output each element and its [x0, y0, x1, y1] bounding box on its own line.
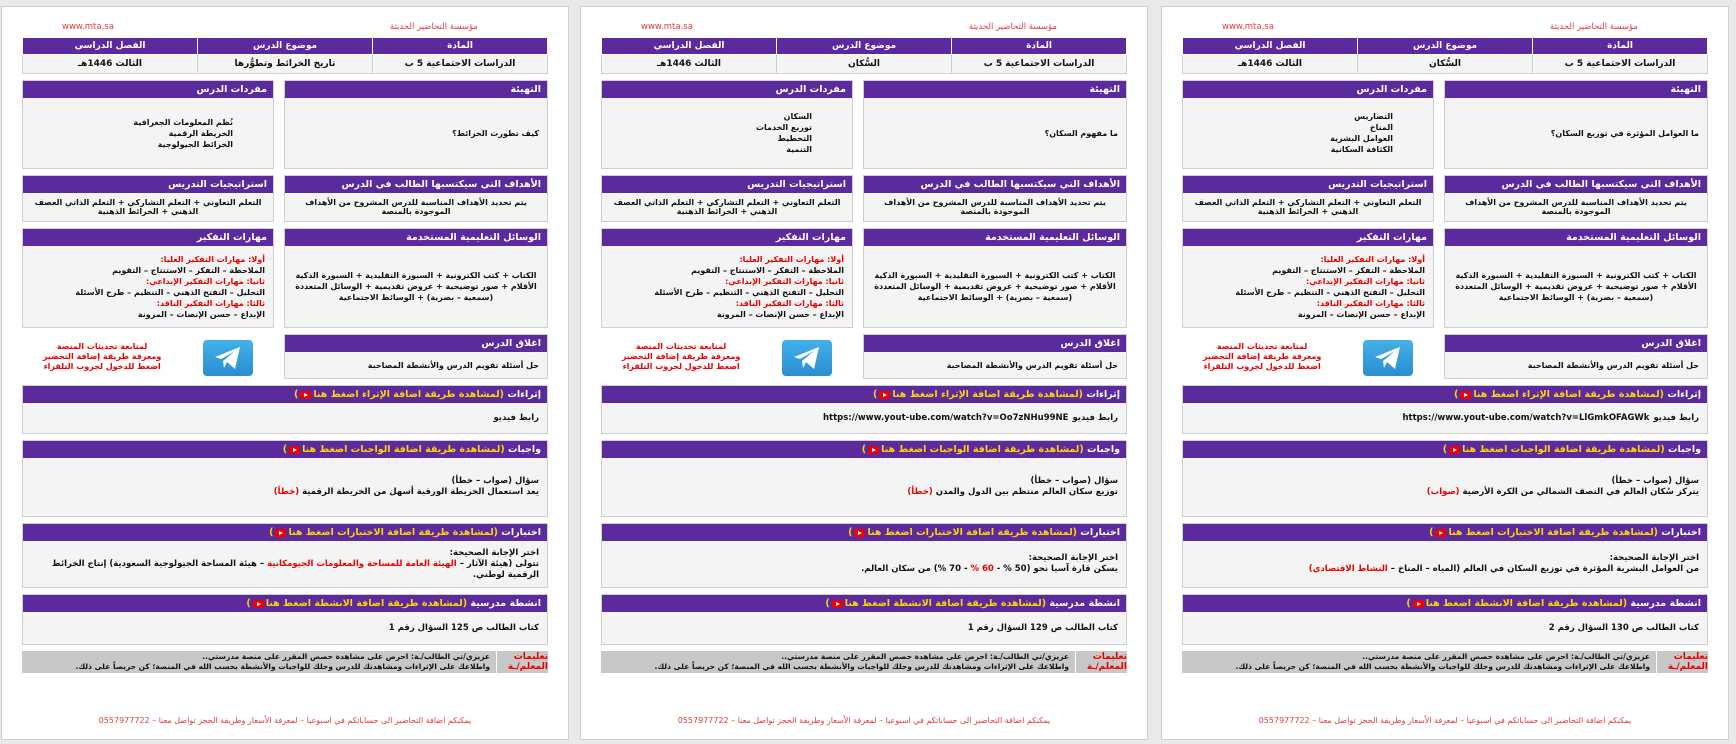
telegram-promo-text[interactable]: لمتابعة تحديثات المنصة ومعرفة طريقة إضافة التحضير اضغط للدخول لجروب التلقراء — [1202, 341, 1322, 371]
aids-title: الوسائل التعليمية المستخدمة — [1445, 229, 1707, 246]
thinking-items-1: الملاحظة – التفكر – الاستنتاج – التقويم — [1272, 265, 1425, 275]
homework-title: واجبات — [1087, 444, 1120, 455]
test-question: تتولى (هيئة الآثار – الهيئة العامة للمساحة والمعلومات الجيومكانية – هيئة المساحة الجيولوجية السعودية) إنتاج الخرائط الرقمية لوطني. — [51, 558, 539, 580]
enrich-title: إثراءات — [1667, 389, 1701, 400]
homework-section: واجبات (لمشاهدة طريقة اضافة الواجبات اضغط هنا) سؤال (صواب – خطأ) يتركز سُكان العالم في النصف الشمالي من الكرة الأرضية (صواب) — [1182, 440, 1708, 517]
topic-header: موضوع الدرس — [1358, 38, 1533, 55]
youtube-icon[interactable] — [300, 391, 311, 399]
thinking-items-3: الإبداع – حسن الإنصات – المرونة — [1297, 309, 1425, 319]
vocab-item: الكثافة السكانية — [1330, 145, 1393, 154]
teacher-notes-text: عزيزي/تي الطالب/ـة: احرص على مشاهدة حصص المقرر على منصة مدرستي.. واطلاعك على الإثراءات ومشاهدتك للدرس وحلك للواجبات والأنشطة بحسب الله في المنصة؛ كن حريصاً على ذلك. — [1235, 652, 1650, 671]
topic-value: تاريخ الخرائط وتطوُّرها — [198, 55, 373, 74]
test-answer: 60 % — [970, 564, 994, 574]
thinking-heading-2: ثانيا: مهارات التفكير الإبداعي: — [146, 276, 265, 286]
telegram-icon[interactable] — [782, 340, 832, 376]
homework-how-link[interactable]: (لمشاهدة طريقة اضافة الواجبات اضغط هنا — [302, 444, 505, 455]
tests-title: اختبارات — [1080, 527, 1120, 538]
youtube-icon[interactable] — [832, 600, 843, 608]
youtube-icon[interactable] — [1449, 446, 1460, 454]
youtube-icon[interactable] — [1413, 600, 1424, 608]
tests-section: اختبارات (لمشاهدة طريقة اضافة الاختبارات اضغط هنا) اختر الإجابة الصحيحة: تتولى (هيئة الآثار – الهيئة العامة للمساحة والمعلومات الجيومكانية – هيئة المساحة الجيولوجية السعودية) إنتاج الخرائط الرقمية لوطني. — [22, 523, 548, 588]
footer-contact[interactable]: يمكنكم اضافة التحاضير الى حساباتكم في اسبوعيا – لمعرفة الأسعار وطريقة الحجز تواصل معنا – 0557977722 — [677, 716, 1051, 725]
objectives-text: يتم تحديد الأهداف المناسبة للدرس المشروح من الأهداف الموجودة بالمنصة — [1445, 193, 1707, 221]
strategies-title: استراتيجيات التدريس — [23, 176, 273, 193]
closing-box — [284, 334, 548, 379]
thinking-heading-3: ثالثا: مهارات التفكير الناقد: — [156, 298, 265, 308]
aids-box — [284, 228, 548, 328]
vocab-item: السكان — [783, 112, 812, 121]
site-link[interactable]: www.mta.sa — [641, 22, 693, 32]
closing-title: اغلاق الدرس — [864, 335, 1126, 352]
subject-header: المادة — [952, 38, 1127, 55]
vocab-item: التضاريس — [1354, 112, 1393, 121]
vocab-list — [602, 98, 852, 168]
warmup-text: ما مفهوم السكان؟ — [864, 98, 1126, 168]
topic-header: موضوع الدرس — [777, 38, 952, 55]
lesson-page — [1161, 6, 1729, 740]
closing-box — [1444, 334, 1708, 379]
vocab-list — [1183, 98, 1433, 168]
subject-value: الدراسات الاجتماعية 5 ب — [1533, 55, 1708, 74]
activities-title: انشطة مدرسية — [1049, 598, 1120, 609]
vocab-item: الخريطة الرقمية — [168, 128, 233, 138]
tests-how-link[interactable]: (لمشاهدة طريقة اضافة الاختبارات اضغط هنا — [867, 527, 1077, 538]
vocab-title: مفردات الدرس — [602, 81, 852, 98]
aids-text: الكتاب + كتب الكترونية + السبورة التقليدية + السبورة الذكية الأقلام + صور توضيحية + عروض تقديمية + الوسائل المتعددة (سمعية – بصرية) + الوسائط الاجتماعية — [1445, 246, 1707, 327]
enrich-how-link[interactable]: (لمشاهدة طريقة اضافة الإثراء اضغط هنا — [1473, 389, 1665, 400]
aids-title: الوسائل التعليمية المستخدمة — [285, 229, 547, 246]
warmup-title: التهيئة — [864, 81, 1126, 98]
homework-question: يعد استعمال الخريطة الورقية أسهل من الخريطة الرقمية (خطأ) — [273, 487, 539, 497]
thinking-heading-1: أولا: مهارات التفكير العليا: — [739, 254, 844, 264]
enrich-section: إثراءات (لمشاهدة طريقة اضافة الإثراء اضغط هنا) رابط فيديو https://www.yout-ube.com/watch?v=LlGmkOFAGWk — [1182, 385, 1708, 434]
objectives-box — [1444, 175, 1708, 222]
closing-title: اغلاق الدرس — [1445, 335, 1707, 352]
homework-answer: (خطأ) — [273, 487, 300, 497]
activity-text: كتاب الطالب ص 125 السؤال رقم 1 — [23, 612, 547, 644]
thinking-heading-3: ثالثا: مهارات التفكير الناقد: — [735, 298, 844, 308]
thinking-heading-2: ثانيا: مهارات التفكير الإبداعي: — [1306, 276, 1425, 286]
strategies-title: استراتيجيات التدريس — [602, 176, 852, 193]
objectives-title: الأهداف التي سيكتسبها الطالب في الدرس — [864, 176, 1126, 193]
objectives-text: يتم تحديد الأهداف المناسبة للدرس المشروح من الأهداف الموجودة بالمنصة — [285, 193, 547, 221]
video-label: رابط فيديو — [493, 413, 539, 423]
youtube-icon[interactable] — [868, 446, 879, 454]
homework-question-type: سؤال (صواب – خطأ) — [451, 476, 539, 486]
teacher-notes-text: عزيزي/تي الطالب/ـة: احرص على مشاهدة حصص المقرر على منصة مدرستي.. واطلاعك على الإثراءات ومشاهدتك للدرس وحلك للواجبات والأنشطة بحسب الله في المنصة؛ كن حريصاً على ذلك. — [75, 652, 490, 671]
vocab-title: مفردات الدرس — [1183, 81, 1433, 98]
test-answer: الهيئة العامة للمساحة والمعلومات الجيومكانية — [267, 558, 457, 569]
telegram-icon[interactable] — [203, 340, 253, 376]
activity-text: كتاب الطالب ص 130 السؤال رقم 2 — [1183, 612, 1707, 644]
tests-section: اختبارات (لمشاهدة طريقة اضافة الاختبارات اضغط هنا) اختر الإجابة الصحيحة: يسكن قارة آسيا نحو (50 % - 60 % - 70 %) من سكان العالم. — [601, 523, 1127, 588]
lesson-page — [580, 6, 1148, 740]
warmup-title: التهيئة — [1445, 81, 1707, 98]
footer-contact[interactable]: يمكنكم اضافة التحاضير الى حساباتكم في اسبوعيا – لمعرفة الأسعار وطريقة الحجز تواصل معنا – 0557977722 — [98, 716, 472, 725]
site-link[interactable]: www.mta.sa — [62, 22, 114, 32]
activity-text: كتاب الطالب ص 129 السؤال رقم 1 — [602, 612, 1126, 644]
semester-header: الفصل الدراسي — [602, 38, 777, 55]
objectives-title: الأهداف التي سيكتسبها الطالب في الدرس — [285, 176, 547, 193]
telegram-promo-text[interactable]: لمتابعة تحديثات المنصة ومعرفة طريقة إضافة التحضير اضغط للدخول لجروب التلقراء — [42, 341, 162, 371]
topic-header: موضوع الدرس — [198, 38, 373, 55]
strategies-box — [1182, 175, 1434, 222]
org-name: مؤسسة التحاضير الحديثة — [968, 22, 1057, 32]
strategies-text: التعلم التعاوني + التعلم التشاركي + التعلم الذاتي العصف الذهني + الخرائط الذهنية — [1183, 193, 1433, 221]
aids-box — [863, 228, 1127, 328]
site-link[interactable]: www.mta.sa — [1222, 22, 1274, 32]
thinking-heading-3: ثالثا: مهارات التفكير الناقد: — [1316, 298, 1425, 308]
warmup-box — [284, 80, 548, 169]
telegram-promo[interactable] — [601, 334, 853, 379]
tests-how-link[interactable]: (لمشاهدة طريقة اضافة الاختبارات اضغط هنا — [288, 527, 498, 538]
strategies-title: استراتيجيات التدريس — [1183, 176, 1433, 193]
youtube-icon[interactable] — [275, 529, 286, 537]
youtube-icon[interactable] — [1460, 391, 1471, 399]
closing-text: حل أسئلة تقويم الدرس والأنشطة المصاحبة — [285, 352, 547, 378]
warmup-text: ما العوامل المؤثرة في توزيع السكان؟ — [1445, 98, 1707, 168]
video-label: رابط فيديو — [1653, 413, 1699, 423]
youtube-icon[interactable] — [253, 600, 264, 608]
closing-text: حل أسئلة تقويم الدرس والأنشطة المصاحبة — [864, 352, 1126, 378]
footer-contact[interactable]: يمكنكم اضافة التحاضير الى حساباتكم في اسبوعيا – لمعرفة الأسعار وطريقة الحجز تواصل معنا – 0557977722 — [1258, 716, 1632, 725]
homework-title: واجبات — [1668, 444, 1701, 455]
vocab-item: توزيع الخدمات — [755, 123, 812, 132]
homework-how-link[interactable]: (لمشاهدة طريقة اضافة الواجبات اضغط هنا — [881, 444, 1084, 455]
activities-title: انشطة مدرسية — [1630, 598, 1701, 609]
teacher-notes — [601, 651, 1127, 673]
thinking-list — [602, 246, 852, 327]
lesson-info-table — [22, 37, 548, 74]
enrich-section: إثراءات (لمشاهدة طريقة اضافة الإثراء اضغط هنا) رابط فيديو https://www.yout-ube.com/watch?v=Oo7zNHu99NE — [601, 385, 1127, 434]
teacher-notes — [1182, 651, 1708, 673]
lesson-page — [1, 6, 569, 740]
test-question: من العوامل البشرية المؤثرة في توزيع السكان في العالم (المياه – المناخ – النشاط الاقتصادي) — [1308, 564, 1699, 574]
aids-text: الكتاب + كتب الكترونية + السبورة التقليدية + السبورة الذكية الأقلام + صور توضيحية + عروض تقديمية + الوسائل المتعددة (سمعية – بصرية) + الوسائط الاجتماعية — [285, 246, 547, 327]
semester-header: الفصل الدراسي — [23, 38, 198, 55]
homework-section: واجبات (لمشاهدة طريقة اضافة الواجبات اضغط هنا) سؤال (صواب – خطأ) توزيع سكان العالم منتظم بين الدول والمدن (خطأ) — [601, 440, 1127, 517]
thinking-box — [601, 228, 853, 328]
subject-value: الدراسات الاجتماعية 5 ب — [373, 55, 548, 74]
homework-how-link[interactable]: (لمشاهدة طريقة اضافة الواجبات اضغط هنا — [1462, 444, 1665, 455]
youtube-icon[interactable] — [289, 446, 300, 454]
thinking-heading-1: أولا: مهارات التفكير العليا: — [160, 254, 265, 264]
test-answer: النشاط الاقتصادي) — [1308, 564, 1388, 574]
thinking-box — [1182, 228, 1434, 328]
youtube-icon[interactable] — [854, 529, 865, 537]
telegram-promo[interactable] — [1182, 334, 1434, 379]
lesson-info-table — [1182, 37, 1708, 74]
enrich-title: إثراءات — [1086, 389, 1120, 400]
vocab-title: مفردات الدرس — [23, 81, 273, 98]
activities-section: انشطة مدرسية (لمشاهدة طريقة اضافة الانشطة اضغط هنا) كتاب الطالب ص 125 السؤال رقم 1 — [22, 594, 548, 645]
homework-section: واجبات (لمشاهدة طريقة اضافة الواجبات اضغط هنا) سؤال (صواب – خطأ) يعد استعمال الخريطة الورقية أسهل من الخريطة الرقمية (خطأ) — [22, 440, 548, 517]
vocab-item: الخرائط الجيولوجية — [157, 139, 233, 149]
vocab-box — [22, 80, 274, 169]
topic-value: السُّكان — [1358, 55, 1533, 74]
topic-value: السُّكان — [777, 55, 952, 74]
enrich-section: إثراءات (لمشاهدة طريقة اضافة الإثراء اضغط هنا) رابط فيديو — [22, 385, 548, 434]
enrich-how-link[interactable]: (لمشاهدة طريقة اضافة الإثراء اضغط هنا — [892, 389, 1084, 400]
teacher-notes-label: تعليمات المعلم/ـة — [1656, 651, 1708, 673]
thinking-items-2: التحليل – التفتح الذهني – التنظيم – طرح الأسئلة — [1235, 287, 1425, 297]
org-name: مؤسسة التحاضير الحديثة — [389, 22, 478, 32]
thinking-items-3: الإبداع – حسن الإنصات – المرونة — [716, 309, 844, 319]
thinking-items-1: الملاحظة – التفكر – الاستنتاج – التقويم — [691, 265, 844, 275]
thinking-items-2: التحليل – التفتح الذهني – التنظيم – طرح الأسئلة — [75, 287, 265, 297]
thinking-box — [22, 228, 274, 328]
vocab-item: العوامل البشرية — [1330, 134, 1393, 143]
closing-text: حل أسئلة تقويم الدرس والأنشطة المصاحبة — [1445, 352, 1707, 378]
subject-value: الدراسات الاجتماعية 5 ب — [952, 55, 1127, 74]
activities-how-link[interactable]: (لمشاهدة طريقة اضافة الانشطة اضغط هنا — [265, 598, 468, 609]
vocab-item: التنمية — [786, 145, 812, 154]
objectives-title: الأهداف التي سيكتسبها الطالب في الدرس — [1445, 176, 1707, 193]
thinking-list — [1183, 246, 1433, 327]
tests-section: اختبارات (لمشاهدة طريقة اضافة الاختبارات اضغط هنا) اختر الإجابة الصحيحة: من العوامل البشرية المؤثرة في توزيع السكان في العالم (المياه – المناخ – النشاط الاقتصادي) — [1182, 523, 1708, 588]
telegram-promo[interactable] — [22, 334, 274, 379]
teacher-notes-label: تعليمات المعلم/ـة — [1075, 651, 1127, 673]
semester-value: الثالث 1446هـ — [602, 55, 777, 74]
homework-question-type: سؤال (صواب – خطأ) — [1030, 476, 1118, 486]
vocab-item: نُظم المعلومات الجغرافية — [133, 117, 233, 127]
aids-box — [1444, 228, 1708, 328]
enrich-title: إثراءات — [507, 389, 541, 400]
lesson-info-table — [601, 37, 1127, 74]
aids-text: الكتاب + كتب الكترونية + السبورة التقليدية + السبورة الذكية الأقلام + صور توضيحية + عروض تقديمية + الوسائل المتعددة (سمعية – بصرية) + الوسائط الاجتماعية — [864, 246, 1126, 327]
strategies-text: التعلم التعاوني + التعلم التشاركي + التعلم الذاتي العصف الذهني + الخرائط الذهنية — [602, 193, 852, 221]
warmup-text: كيف تطورت الخرائط؟ — [285, 98, 547, 168]
thinking-title: مهارات التفكير — [23, 229, 273, 246]
homework-answer: (خطأ) — [907, 487, 933, 497]
aids-title: الوسائل التعليمية المستخدمة — [864, 229, 1126, 246]
warmup-title: التهيئة — [285, 81, 547, 98]
semester-value: الثالث 1446هـ — [1183, 55, 1358, 74]
telegram-promo-text[interactable]: لمتابعة تحديثات المنصة ومعرفة طريقة إضافة التحضير اضغط للدخول لجروب التلقراء — [621, 341, 741, 371]
video-label: رابط فيديو — [1072, 413, 1118, 423]
warmup-box — [863, 80, 1127, 169]
test-question-type: اختر الإجابة الصحيحة: — [1028, 553, 1118, 563]
homework-question: توزيع سكان العالم منتظم بين الدول والمدن (خطأ) — [907, 487, 1118, 497]
test-question-type: اختر الإجابة الصحيحة: — [449, 547, 539, 558]
subject-header: المادة — [1533, 38, 1708, 55]
homework-title: واجبات — [508, 444, 541, 455]
homework-question-type: سؤال (صواب – خطأ) — [1611, 476, 1699, 486]
teacher-notes-label: تعليمات المعلم/ـة — [496, 651, 548, 673]
homework-answer: (صواب) — [1426, 487, 1460, 497]
teacher-notes-text: عزيزي/تي الطالب/ـة: احرص على مشاهدة حصص المقرر على منصة مدرستي.. واطلاعك على الإثراءات ومشاهدتك للدرس وحلك للواجبات والأنشطة بحسب الله في المنصة؛ كن حريصاً على ذلك. — [654, 652, 1069, 671]
activities-how-link[interactable]: (لمشاهدة طريقة اضافة الانشطة اضغط هنا — [1425, 598, 1628, 609]
org-name: مؤسسة التحاضير الحديثة — [1549, 22, 1638, 32]
tests-how-link[interactable]: (لمشاهدة طريقة اضافة الاختبارات اضغط هنا — [1448, 527, 1658, 538]
thinking-title: مهارات التفكير — [1183, 229, 1433, 246]
youtube-icon[interactable] — [1435, 529, 1446, 537]
semester-value: الثالث 1446هـ — [23, 55, 198, 74]
warmup-box — [1444, 80, 1708, 169]
closing-title: اغلاق الدرس — [285, 335, 547, 352]
objectives-box — [284, 175, 548, 222]
youtube-icon[interactable] — [879, 391, 890, 399]
activities-title: انشطة مدرسية — [470, 598, 541, 609]
vocab-list — [23, 98, 273, 168]
telegram-icon[interactable] — [1363, 340, 1413, 376]
activities-section: انشطة مدرسية (لمشاهدة طريقة اضافة الانشطة اضغط هنا) كتاب الطالب ص 130 السؤال رقم 2 — [1182, 594, 1708, 645]
thinking-items-1: الملاحظة – التفكر – الاستنتاج – التقويم — [112, 265, 265, 275]
thinking-items-2: التحليل – التفتح الذهني – التنظيم – طرح الأسئلة — [654, 287, 844, 297]
thinking-title: مهارات التفكير — [602, 229, 852, 246]
activities-section: انشطة مدرسية (لمشاهدة طريقة اضافة الانشطة اضغط هنا) كتاب الطالب ص 129 السؤال رقم 1 — [601, 594, 1127, 645]
subject-header: المادة — [373, 38, 548, 55]
closing-box — [863, 334, 1127, 379]
enrich-how-link[interactable]: (لمشاهدة طريقة اضافة الإثراء اضغط هنا — [313, 389, 505, 400]
thinking-heading-1: أولا: مهارات التفكير العليا: — [1320, 254, 1425, 264]
thinking-items-3: الإبداع – حسن الإنصات – المرونة — [137, 309, 265, 319]
test-question: يسكن قارة آسيا نحو (50 % - 60 % - 70 %) من سكان العالم. — [861, 564, 1118, 574]
strategies-text: التعلم التعاوني + التعلم التشاركي + التعلم الذاتي العصف الذهني + الخرائط الذهنية — [23, 193, 273, 221]
homework-question: يتركز سُكان العالم في النصف الشمالي من الكرة الأرضية (صواب) — [1426, 487, 1699, 497]
thinking-heading-2: ثانيا: مهارات التفكير الإبداعي: — [725, 276, 844, 286]
video-url[interactable]: https://www.yout-ube.com/watch?v=Oo7zNHu99NE — [823, 413, 1069, 423]
strategies-box — [22, 175, 274, 222]
strategies-box — [601, 175, 853, 222]
vocab-item: المناخ — [1369, 123, 1393, 132]
objectives-text: يتم تحديد الأهداف المناسبة للدرس المشروح من الأهداف الموجودة بالمنصة — [864, 193, 1126, 221]
test-question-type: اختر الإجابة الصحيحة: — [1609, 553, 1699, 563]
tests-title: اختبارات — [501, 527, 541, 538]
activities-how-link[interactable]: (لمشاهدة طريقة اضافة الانشطة اضغط هنا — [844, 598, 1047, 609]
vocab-box — [601, 80, 853, 169]
vocab-box — [1182, 80, 1434, 169]
thinking-list — [23, 246, 273, 327]
video-url[interactable]: https://www.yout-ube.com/watch?v=LlGmkOFAGWk — [1402, 413, 1650, 423]
tests-title: اختبارات — [1661, 527, 1701, 538]
semester-header: الفصل الدراسي — [1183, 38, 1358, 55]
objectives-box — [863, 175, 1127, 222]
vocab-item: التخطيط — [777, 134, 812, 143]
teacher-notes — [22, 651, 548, 673]
